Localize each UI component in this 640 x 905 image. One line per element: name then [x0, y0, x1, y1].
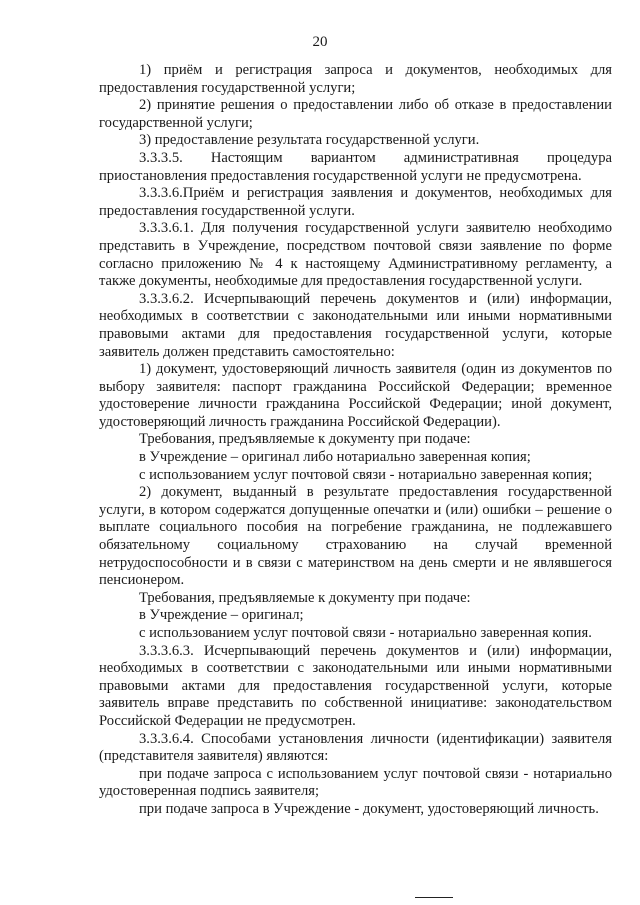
- paragraph-stage-1: 1) приём и регистрация запроса и документов, необходимых для предоставления государственной услуги;: [99, 62, 612, 96]
- paragraph-decision-document: 2) документ, выданный в результате предоставления государственной услуги, в котором содержатся допущенные опечатки и (или) ошибки – решение о выплате социального пособия на погребение гражданина, не подлежавшего обязательному социальному страхованию на случай временной нетрудоспособности и в связи с материнством на день смерти и не являвшегося пенсионером.: [99, 484, 612, 589]
- paragraph-requirements-heading-2: Требования, предъявляемые к документу при подаче:: [139, 589, 471, 606]
- paragraph-requirement-office-1: в Учреждение – оригинал либо нотариально заверенная копия;: [139, 449, 531, 466]
- paragraph-3-3-3-6-4: 3.3.3.6.4. Способами установления личности (идентификации) заявителя (представителя заявителя) являются:: [99, 730, 612, 765]
- paragraph-identification-office: при подаче запроса в Учреждение - документ, удостоверяющий личность.: [139, 800, 599, 817]
- footer-divider: [415, 897, 453, 898]
- paragraph-3-3-3-6-3: 3.3.3.6.3. Исчерпывающий перечень документов и (или) информации, необходимых в соответствии с законодательными или иными нормативными правовыми актами для предоставления государственной услуги, которые заявитель вправе представить по собственной инициативе: законодательством Российской Федерации не предусмотрен.: [99, 642, 612, 729]
- paragraph-3-3-3-6-2: 3.3.3.6.2. Исчерпывающий перечень документов и (или) информации, необходимых в соответствии с законодательными или иными нормативными правовыми актами для предоставления государственной услуги, которые заявитель должен представить самостоятельно:: [99, 290, 612, 360]
- paragraph-requirement-post-2: с использованием услуг почтовой связи - нотариально заверенная копия.: [139, 625, 592, 641]
- paragraph-requirements-heading-1: Требования, предъявляемые к документу при подаче:: [139, 431, 471, 448]
- paragraph-3-3-3-6: 3.3.3.6.Приём и регистрация заявления и документов, необходимых для предоставления государственной услуги.: [99, 185, 612, 219]
- paragraph-stage-2: 2) принятие решения о предоставлении либо об отказе в предоставлении государственной услуги;: [99, 97, 612, 131]
- paragraph-3-3-3-6-1: 3.3.3.6.1. Для получения государственной услуги заявителю необходимо представить в Учреждение, посредством почтовой связи заявление по форме согласно приложению № 4 к настоящему Административному регламенту, а также документы, необходимые для предоставления государственной услуги.: [99, 220, 612, 290]
- paragraph-requirement-post-1: с использованием услуг почтовой связи - нотариально заверенная копия;: [139, 466, 593, 483]
- paragraph-requirement-office-2: в Учреждение – оригинал;: [139, 607, 304, 624]
- paragraph-stage-3: 3) предоставление результата государственной услуги.: [139, 132, 480, 149]
- paragraph-identification-post: при подаче запроса с использованием услуг почтовой связи - нотариально удостоверенная подпись заявителя;: [99, 765, 612, 800]
- page-number: 20: [312, 34, 328, 50]
- paragraph-identity-document: 1) документ, удостоверяющий личность заявителя (один из документов по выбору заявителя: паспорт гражданина Российской Федерации; временное удостоверение личности гражданина Российской Федерации; иной документ, удостоверяющий личность гражданина Российской Федерации).: [99, 361, 612, 430]
- paragraph-3-3-3-5: 3.3.3.5. Настоящим вариантом административная процедура приостановления предоставления государственной услуги не предусмотрена.: [99, 149, 612, 184]
- document-body: [99, 62, 612, 819]
